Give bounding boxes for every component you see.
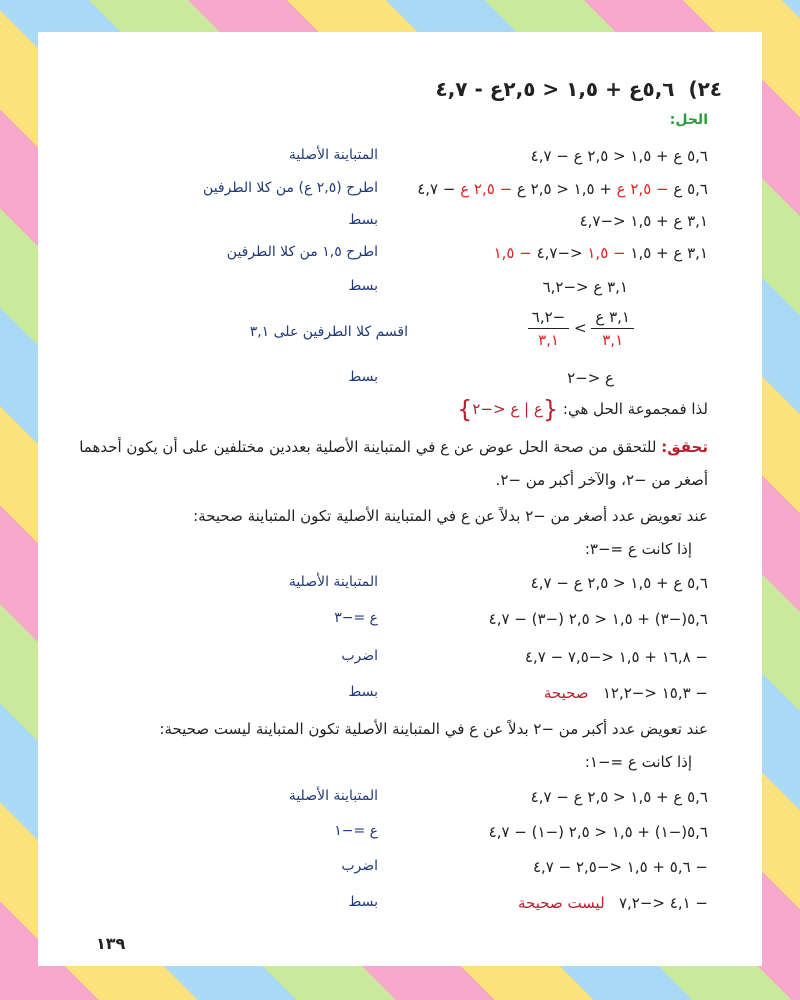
problem-inequality: ٥,٦ع + ١,٥ < ٢,٥ع - ٤,٧ xyxy=(435,77,675,101)
case-smaller-step-2-expr: ٥,٦(−٣) + ١,٥ < ٢,٥ (−٣) − ٤,٧ xyxy=(488,610,708,628)
case-larger-step-1-expr: ٥,٦ ع + ١,٥ < ٢,٥ ع − ٤,٧ xyxy=(530,788,708,806)
check-text-2: أصغر من −٢، والآخر أكبر من −٢. xyxy=(495,471,708,489)
case-larger-step-3-expr: − ٥,٦ + ١,٥ <−٢,٥ − ٤,٧ xyxy=(532,858,708,876)
check-label: تحقق: xyxy=(661,438,708,456)
step-4-expr: ٣,١ ع + ١,٥ − ١,٥ <−٤,٧ − ١,٥ xyxy=(493,244,708,262)
step-5-expr: ٣,١ ع <−٦,٢ xyxy=(542,278,628,296)
step-1-expr: ٥,٦ ع + ١,٥ < ٢,٥ ع − ٤,٧ xyxy=(530,147,708,165)
problem-number: ٢٤) xyxy=(688,77,722,101)
case-larger-step-4-expr: − ٤,١ <−٧,٢ ليست صحيحة xyxy=(518,894,708,912)
step-7-expr: ع <−٢ xyxy=(567,369,614,387)
right-brace: } xyxy=(457,395,473,424)
solution-label: الحل: xyxy=(669,112,708,128)
case-smaller-step-1-note: المتباينة الأصلية xyxy=(288,574,378,590)
case-smaller-step-3-expr: − ١٦,٨ + ١,٥ <−٧,٥ − ٤,٧ xyxy=(524,648,708,666)
fraction-right: $\frac{-٦,٢}{٣,١}$ xyxy=(528,308,569,349)
case-larger-intro: عند تعويض عدد أكبر من −٢ بدلاً عن ع في المتباينة الأصلية تكون المتباينة ليست صحيحة: xyxy=(159,720,708,738)
textbook-page xyxy=(38,32,762,966)
result-true: صحيحة xyxy=(543,684,589,702)
case-larger-step-1-note: المتباينة الأصلية xyxy=(288,788,378,804)
case-smaller-if: إذا كانت ع =−٣: xyxy=(584,540,692,558)
step-5-note: بسط xyxy=(348,278,378,294)
step-7-note: بسط xyxy=(348,369,378,385)
case-smaller-step-4-note: بسط xyxy=(348,684,378,700)
step-1-note: المتباينة الأصلية xyxy=(288,147,378,163)
case-smaller-step-4-expr: − ١٥,٣ <−١٢,٢ صحيحة xyxy=(543,684,708,702)
case-smaller-step-3-note: اضرب xyxy=(341,648,378,664)
step-2-note: اطرح (٢,٥ ع) من كلا الطرفين xyxy=(203,180,378,196)
fraction-left: $\frac{\text{٣,١ ع}}{٣,١}$ xyxy=(591,308,634,349)
case-smaller-step-2-note: ع =−٣ xyxy=(334,610,378,626)
step-2-expr: ٥,٦ ع − ٢,٥ ع + ١,٥ < ٢,٥ ع − ٢,٥ ع − ٤,٧ xyxy=(417,180,708,198)
step-6-note: اقسم كلا الطرفين على ٣,١ xyxy=(249,324,408,340)
solution-set-line xyxy=(457,395,708,424)
case-larger-step-4-note: بسط xyxy=(348,894,378,910)
step-3-expr: ٣,١ ع + ١,٥ <−٤,٧ xyxy=(579,212,708,230)
step-6-expr xyxy=(528,308,634,349)
case-larger-step-3-note: اضرب xyxy=(341,858,378,874)
page-number: ١٣٩ xyxy=(96,934,126,953)
solution-set-value: ع | ع <−٢ xyxy=(472,400,543,418)
greater-than-sign: > xyxy=(574,319,587,337)
step-4-note: اطرح ١,٥ من كلا الطرفين xyxy=(226,244,378,260)
check-line-1 xyxy=(79,437,708,457)
problem-header xyxy=(436,77,723,101)
case-larger-step-2-expr: ٥,٦(−١) + ١,٥ < ٢,٥ (−١) − ٤,٧ xyxy=(488,823,708,841)
left-brace: { xyxy=(542,395,559,424)
case-larger-if: إذا كانت ع =−١: xyxy=(584,753,692,771)
case-smaller-step-1-expr: ٥,٦ ع + ١,٥ < ٢,٥ ع − ٤,٧ xyxy=(530,574,708,592)
case-larger-step-2-note: ع =−١ xyxy=(334,823,378,839)
result-false: ليست صحيحة xyxy=(518,894,605,912)
case-smaller-intro: عند تعويض عدد أصغر من −٢ بدلاً عن ع في المتباينة الأصلية تكون المتباينة صحيحة: xyxy=(193,507,708,525)
step-3-note: بسط xyxy=(348,212,378,228)
solution-set-label: لذا فمجموعة الحل هي: xyxy=(562,400,708,418)
check-text-1: للتحقق من صحة الحل عوض عن ع في المتباينة الأصلية بعددين مختلفين على أن يكون أحدهما xyxy=(79,438,657,456)
